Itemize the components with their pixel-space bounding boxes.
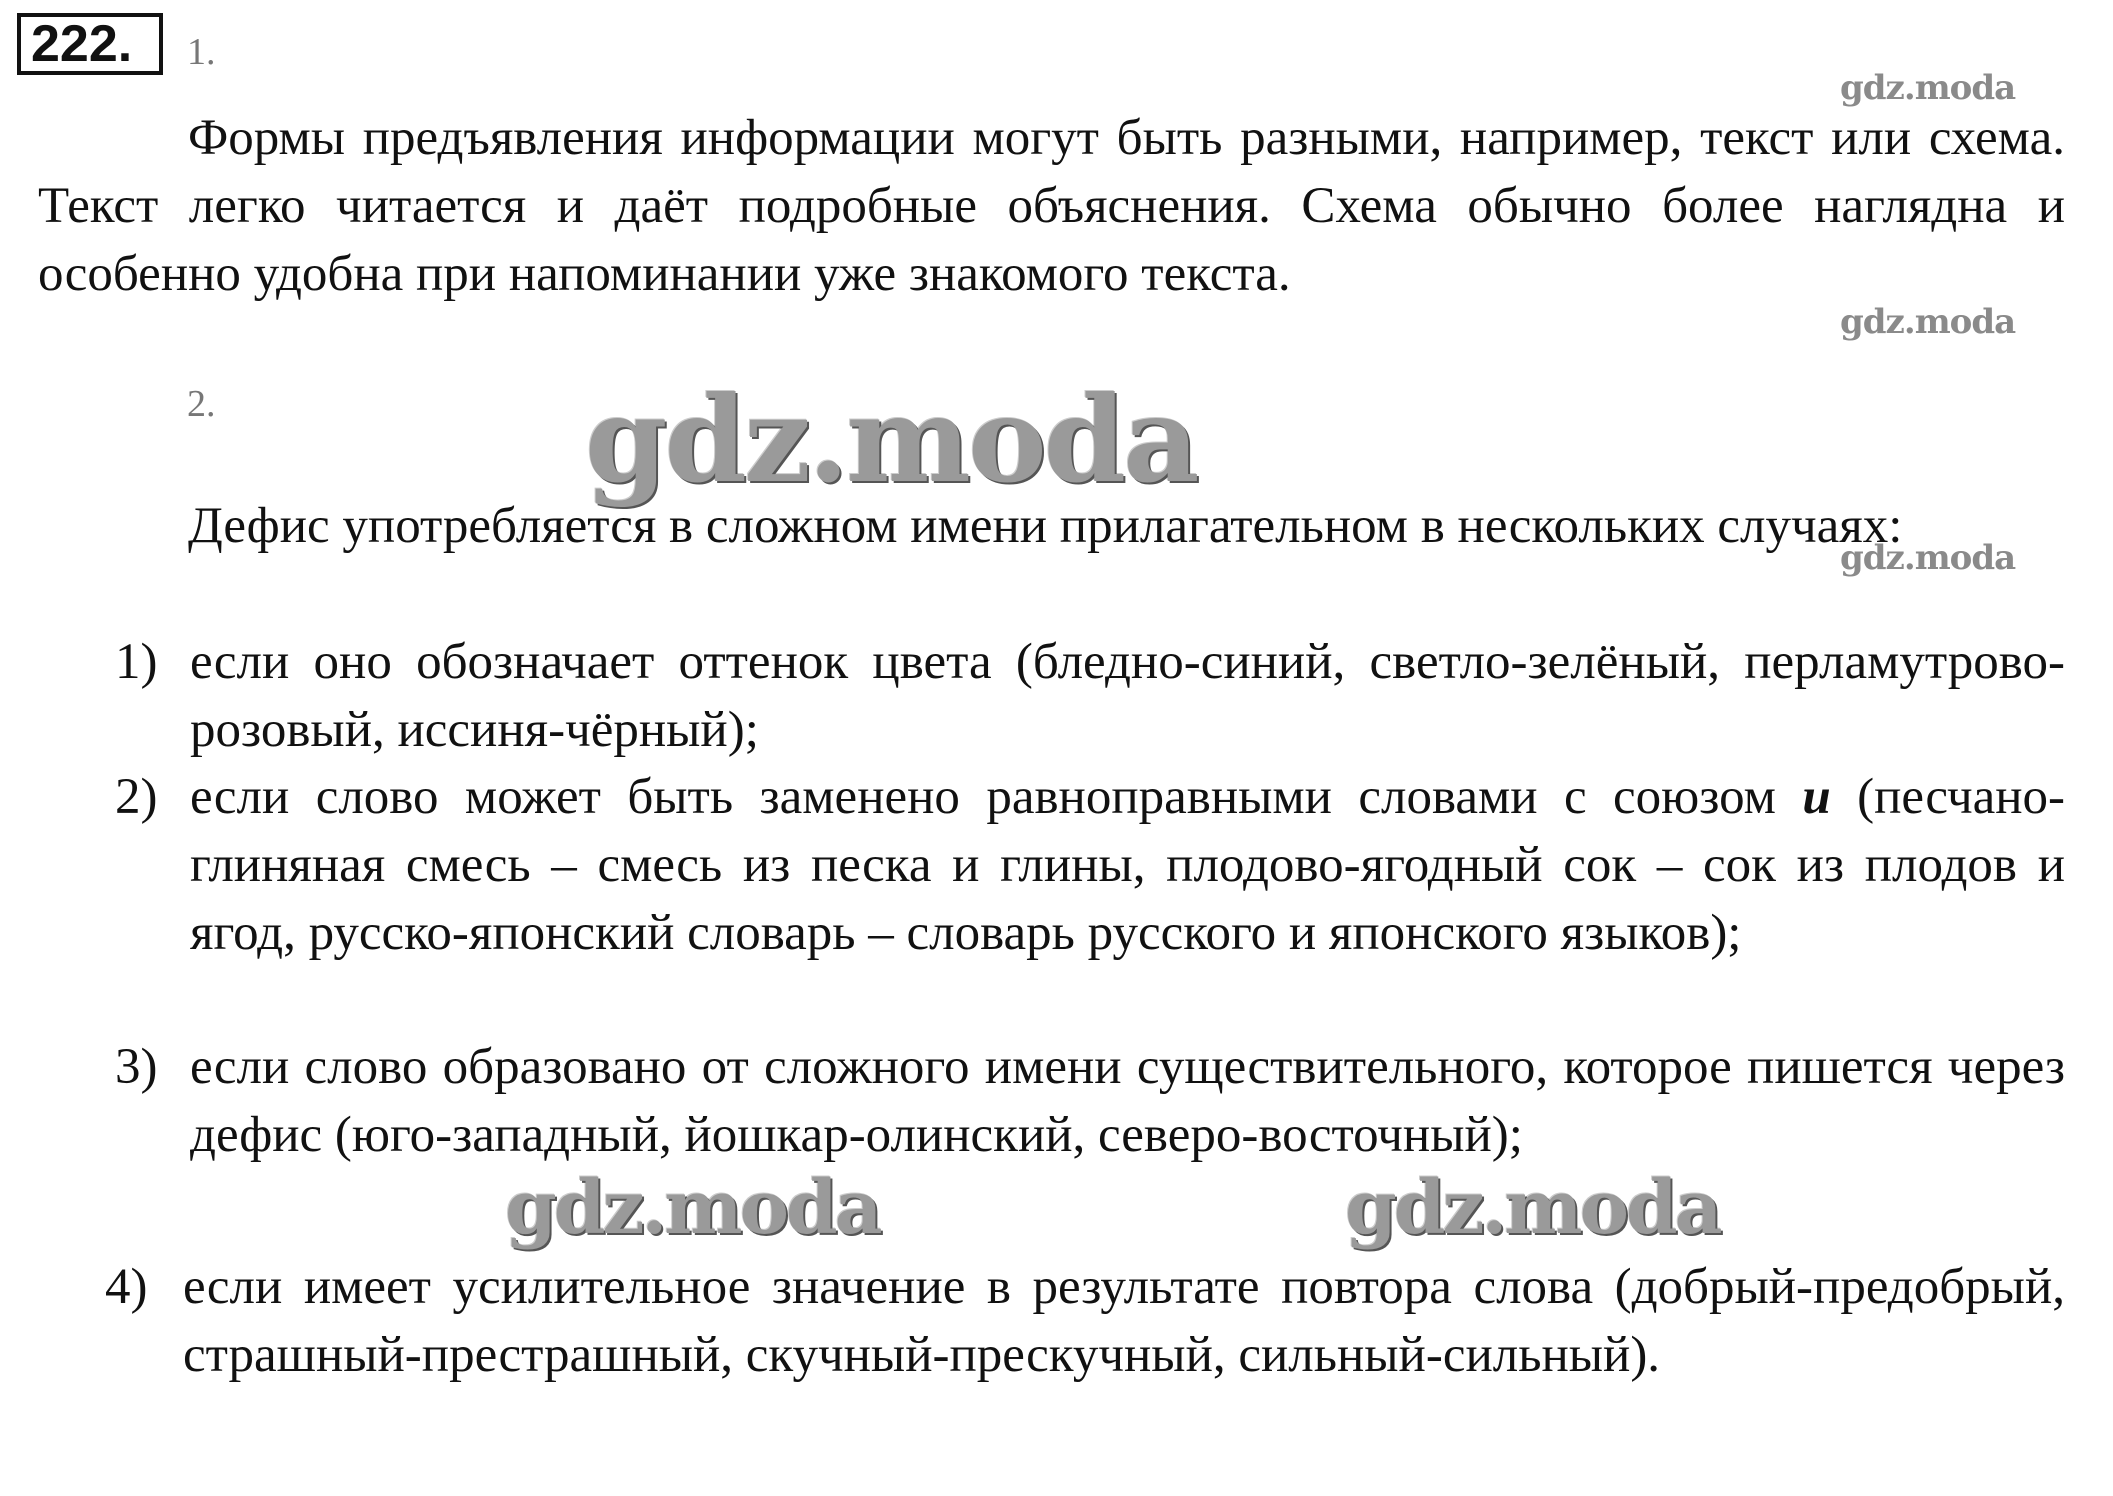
list-item-1 xyxy=(115,628,2065,768)
watermark-logo: gdz.moda xyxy=(505,1165,880,1251)
list-item-text-continued: (песчано-глиняная смесь – смесь из песка и глины, плодово-ягодный сок – сок из плодов и ягод, русско-японский словарь – словарь русского и японского языков); xyxy=(190,769,2066,961)
list-item-number: 3) xyxy=(115,1039,158,1095)
list-item-text-block xyxy=(190,763,2065,967)
list-item-number: 2) xyxy=(115,769,158,825)
list-item-2 xyxy=(115,763,2065,1033)
part-1-text: Формы предъявления информации могут быть разными, например, текст или схема. Текст легко читается и даёт подробные объяснения. Схема обычно более наглядна и особенно удобна при напоминании уже знакомого текста. xyxy=(38,110,2065,302)
list-item-text: если имеет усилительное значение в результате повтора слова (добрый-предобрый, страшный-престрашный, скучный-прескучный, сильный-сильный). xyxy=(183,1259,2065,1383)
list-item-text: если оно обозначает оттенок цвета (бледно-синий, светло-зелёный, перламутрово-розовый, иссиня-чёрный); xyxy=(190,634,2065,758)
list-item-4 xyxy=(105,1253,2065,1458)
list-item-number: 4) xyxy=(105,1259,148,1315)
list-item-text: если слово может быть заменено равноправными словами с союзом xyxy=(190,769,1776,825)
watermark-logo: gdz.moda xyxy=(1345,1165,1720,1251)
conjunction-emphasis: и xyxy=(1802,769,1831,825)
list-item-text: если слово образовано от сложного имени существительного, которое пишется через дефис (юго-западный, йошкар-олинский, северо-восточный); xyxy=(190,1039,2065,1163)
part-2-label: 2. xyxy=(187,383,216,425)
part-1-label: 1. xyxy=(187,31,216,73)
part-2-intro: Дефис употребляется в сложном имени прилагательном в нескольких случаях: xyxy=(188,498,1903,554)
list-item-number: 1) xyxy=(115,634,158,690)
watermark-logo: gdz.moda xyxy=(1840,538,2016,578)
list-item-3 xyxy=(115,1033,2065,1238)
task-number: 222. xyxy=(17,13,163,75)
watermark-logo: gdz.moda xyxy=(1840,302,2016,342)
watermark-logo: gdz.moda xyxy=(585,370,1197,509)
watermark-logo: gdz.moda xyxy=(1840,68,2016,108)
